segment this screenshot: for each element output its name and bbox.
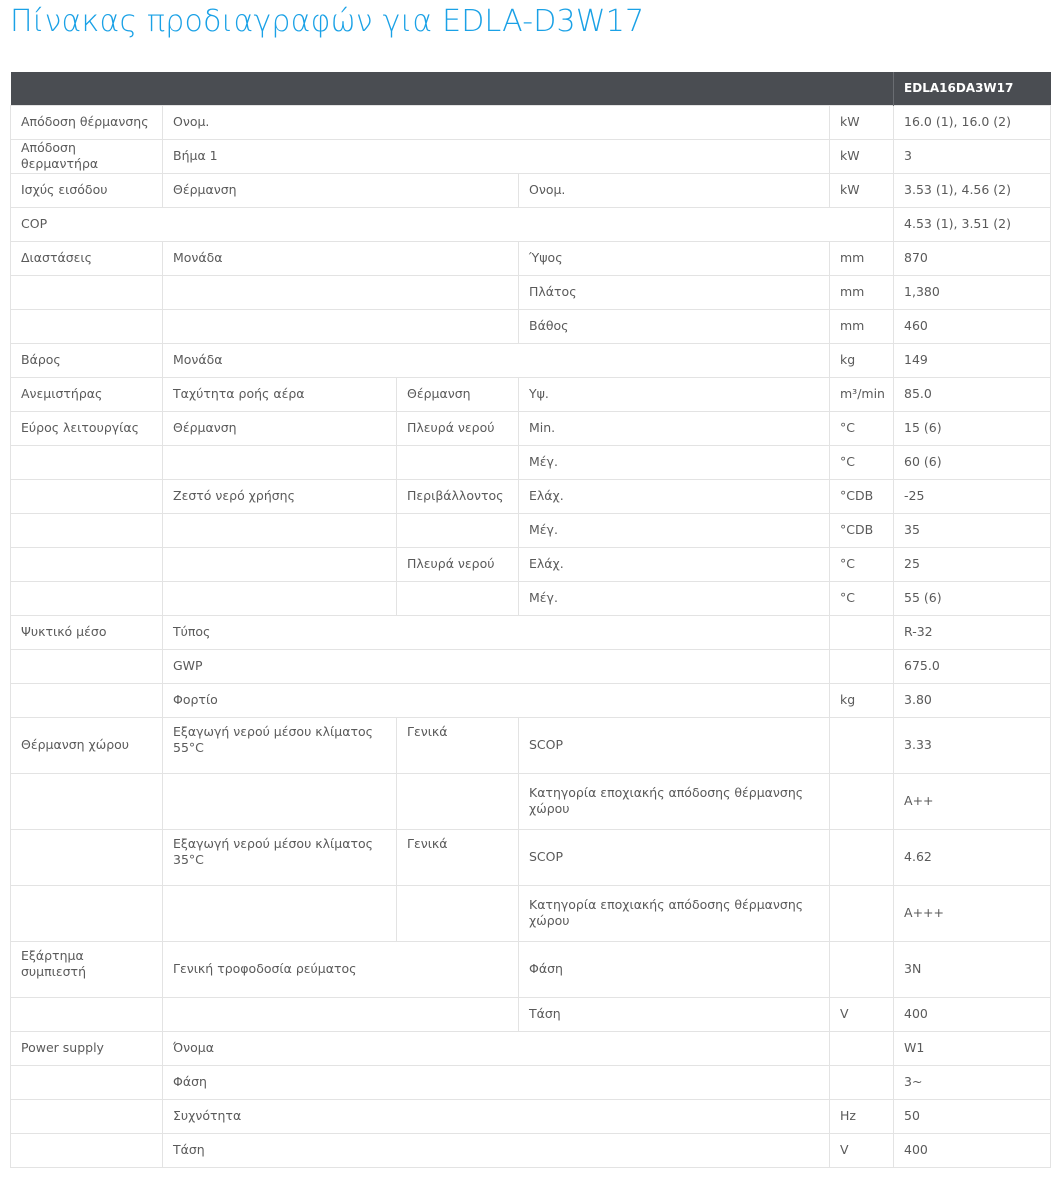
row-sublabel: Ταχύτητα ροής αέρα xyxy=(163,377,397,411)
row-param: Min. xyxy=(519,411,830,445)
row-param: Βάθος xyxy=(519,309,830,343)
row-sublabel xyxy=(163,445,397,479)
row-label xyxy=(11,547,163,581)
row-mode xyxy=(397,581,519,615)
table-row xyxy=(11,717,1051,773)
row-value: 35 xyxy=(894,513,1051,547)
row-label: Ισχύς εισόδου xyxy=(11,173,163,207)
row-param: Φάση xyxy=(519,941,830,997)
row-mode: Πλευρά νερού xyxy=(397,411,519,445)
row-value: 85.0 xyxy=(894,377,1051,411)
row-sublabel: Βήμα 1 xyxy=(163,139,830,173)
row-param: Κατηγορία εποχιακής απόδοσης θέρμανσης χώρου xyxy=(519,773,830,829)
row-sublabel xyxy=(163,309,519,343)
row-label xyxy=(11,445,163,479)
row-unit xyxy=(830,1065,894,1099)
table-row xyxy=(11,941,1051,997)
table-row xyxy=(11,1031,1051,1065)
row-sublabel: Θέρμανση xyxy=(163,411,397,445)
row-unit: °C xyxy=(830,581,894,615)
row-mode xyxy=(397,445,519,479)
row-param: Υψ. xyxy=(519,377,830,411)
row-param: SCOP xyxy=(519,829,830,885)
row-sublabel: Εξαγωγή νερού μέσου κλίματος 55°C xyxy=(163,717,397,773)
row-sublabel: Μονάδα xyxy=(163,343,830,377)
row-label: Βάρος xyxy=(11,343,163,377)
row-sublabel xyxy=(163,885,397,941)
row-unit: V xyxy=(830,997,894,1031)
row-unit: mm xyxy=(830,309,894,343)
table-row xyxy=(11,581,1051,615)
row-sublabel: Θέρμανση xyxy=(163,173,519,207)
table-row xyxy=(11,997,1051,1031)
row-sublabel: Ζεστό νερό χρήσης xyxy=(163,479,397,513)
page-title: Πίνακας προδιαγραφών για EDLA-D3W17 xyxy=(10,4,645,39)
row-mode xyxy=(397,513,519,547)
row-value: 1,380 xyxy=(894,275,1051,309)
row-value: A+++ xyxy=(894,885,1051,941)
row-param: Μέγ. xyxy=(519,513,830,547)
table-row xyxy=(11,173,1051,207)
row-label xyxy=(11,309,163,343)
table-row xyxy=(11,1099,1051,1133)
row-sublabel xyxy=(163,275,519,309)
row-sublabel: Όνομα xyxy=(163,1031,830,1065)
table-header-row xyxy=(11,72,1051,105)
row-param: Ελάχ. xyxy=(519,547,830,581)
row-unit: kW xyxy=(830,173,894,207)
table-row xyxy=(11,309,1051,343)
row-sublabel xyxy=(163,581,397,615)
row-value: R-32 xyxy=(894,615,1051,649)
row-label xyxy=(11,1133,163,1167)
row-unit xyxy=(830,649,894,683)
row-value: 3N xyxy=(894,941,1051,997)
row-value: 870 xyxy=(894,241,1051,275)
row-label xyxy=(11,773,163,829)
row-sublabel: Εξαγωγή νερού μέσου κλίματος 35°C xyxy=(163,829,397,885)
row-unit: °C xyxy=(830,547,894,581)
row-param: Τάση xyxy=(519,997,830,1031)
row-unit: Hz xyxy=(830,1099,894,1133)
row-unit: V xyxy=(830,1133,894,1167)
table-row xyxy=(11,105,1051,139)
row-unit xyxy=(830,1031,894,1065)
row-sublabel: Γενική τροφοδοσία ρεύματος xyxy=(163,941,519,997)
table-row xyxy=(11,885,1051,941)
row-unit: kg xyxy=(830,683,894,717)
row-label xyxy=(11,275,163,309)
row-param: Ονομ. xyxy=(519,173,830,207)
row-sublabel xyxy=(163,773,397,829)
row-param: SCOP xyxy=(519,717,830,773)
row-param: Μέγ. xyxy=(519,581,830,615)
row-unit: kW xyxy=(830,139,894,173)
row-label xyxy=(11,649,163,683)
row-param: Πλάτος xyxy=(519,275,830,309)
row-sublabel: GWP xyxy=(163,649,830,683)
row-value: 460 xyxy=(894,309,1051,343)
row-sublabel: Φορτίο xyxy=(163,683,830,717)
row-unit: kg xyxy=(830,343,894,377)
row-sublabel: Φάση xyxy=(163,1065,830,1099)
row-sublabel xyxy=(163,997,519,1031)
table-row xyxy=(11,1065,1051,1099)
row-mode xyxy=(397,885,519,941)
row-label xyxy=(11,683,163,717)
row-unit: kW xyxy=(830,105,894,139)
row-value: 15 (6) xyxy=(894,411,1051,445)
table-row xyxy=(11,411,1051,445)
row-mode: Περιβάλλοντος xyxy=(397,479,519,513)
row-value: 3~ xyxy=(894,1065,1051,1099)
row-sublabel xyxy=(163,547,397,581)
row-sublabel xyxy=(163,513,397,547)
row-mode: Θέρμανση xyxy=(397,377,519,411)
row-label xyxy=(11,513,163,547)
row-label: Απόδοση θέρμανσης xyxy=(11,105,163,139)
row-unit xyxy=(830,615,894,649)
row-param: Ελάχ. xyxy=(519,479,830,513)
row-param: Μέγ. xyxy=(519,445,830,479)
row-unit: mm xyxy=(830,275,894,309)
row-unit xyxy=(830,717,894,773)
table-row xyxy=(11,377,1051,411)
table-row xyxy=(11,1133,1051,1167)
row-value: 50 xyxy=(894,1099,1051,1133)
row-label: Ανεμιστήρας xyxy=(11,377,163,411)
row-sublabel: Μονάδα xyxy=(163,241,519,275)
table-row xyxy=(11,207,1051,241)
table-row xyxy=(11,275,1051,309)
row-value: 60 (6) xyxy=(894,445,1051,479)
row-label xyxy=(11,997,163,1031)
table-row xyxy=(11,479,1051,513)
row-unit xyxy=(830,829,894,885)
row-mode: Γενικά xyxy=(397,829,519,885)
row-unit: °C xyxy=(830,445,894,479)
row-value: 400 xyxy=(894,997,1051,1031)
row-value: W1 xyxy=(894,1031,1051,1065)
row-value: 3.33 xyxy=(894,717,1051,773)
row-value: 16.0 (1), 16.0 (2) xyxy=(894,105,1051,139)
row-unit: m³/min xyxy=(830,377,894,411)
table-row xyxy=(11,649,1051,683)
table-row xyxy=(11,513,1051,547)
row-value: 675.0 xyxy=(894,649,1051,683)
row-label: COP xyxy=(11,207,894,241)
row-label xyxy=(11,479,163,513)
row-label: Θέρμανση χώρου xyxy=(11,717,163,773)
row-param: Κατηγορία εποχιακής απόδοσης θέρμανσης χώρου xyxy=(519,885,830,941)
row-value: 400 xyxy=(894,1133,1051,1167)
table-row xyxy=(11,829,1051,885)
row-label xyxy=(11,885,163,941)
row-label: Εύρος λειτουργίας xyxy=(11,411,163,445)
spec-table xyxy=(10,72,1051,1168)
table-row xyxy=(11,241,1051,275)
row-label xyxy=(11,581,163,615)
row-value: 4.53 (1), 3.51 (2) xyxy=(894,207,1051,241)
row-value: 4.62 xyxy=(894,829,1051,885)
row-value: 149 xyxy=(894,343,1051,377)
row-value: 3.53 (1), 4.56 (2) xyxy=(894,173,1051,207)
row-param: Ύψος xyxy=(519,241,830,275)
row-unit: °CDB xyxy=(830,479,894,513)
table-row xyxy=(11,445,1051,479)
row-value: 3.80 xyxy=(894,683,1051,717)
row-value: 25 xyxy=(894,547,1051,581)
table-row xyxy=(11,773,1051,829)
row-sublabel: Τύπος xyxy=(163,615,830,649)
row-unit: mm xyxy=(830,241,894,275)
table-row xyxy=(11,683,1051,717)
row-unit: °C xyxy=(830,411,894,445)
table-row xyxy=(11,343,1051,377)
row-unit xyxy=(830,773,894,829)
row-value: 3 xyxy=(894,139,1051,173)
row-sublabel: Συχνότητα xyxy=(163,1099,830,1133)
row-unit xyxy=(830,885,894,941)
table-row xyxy=(11,615,1051,649)
header-model: EDLA16DA3W17 xyxy=(894,72,1051,105)
row-unit: °CDB xyxy=(830,513,894,547)
row-value: A++ xyxy=(894,773,1051,829)
row-label: Απόδοση θερμαντήρα xyxy=(11,139,163,173)
row-sublabel: Ονομ. xyxy=(163,105,830,139)
row-unit xyxy=(830,941,894,997)
row-label xyxy=(11,1065,163,1099)
row-label xyxy=(11,829,163,885)
row-mode xyxy=(397,773,519,829)
row-label xyxy=(11,1099,163,1133)
row-value: -25 xyxy=(894,479,1051,513)
row-label: Ψυκτικό μέσο xyxy=(11,615,163,649)
row-mode: Πλευρά νερού xyxy=(397,547,519,581)
row-label: Power supply xyxy=(11,1031,163,1065)
row-value: 55 (6) xyxy=(894,581,1051,615)
table-row xyxy=(11,547,1051,581)
row-mode: Γενικά xyxy=(397,717,519,773)
row-label: Εξάρτημα συμπιεστή xyxy=(11,941,163,997)
table-row xyxy=(11,139,1051,173)
row-sublabel: Τάση xyxy=(163,1133,830,1167)
header-blank xyxy=(11,72,894,105)
row-label: Διαστάσεις xyxy=(11,241,163,275)
